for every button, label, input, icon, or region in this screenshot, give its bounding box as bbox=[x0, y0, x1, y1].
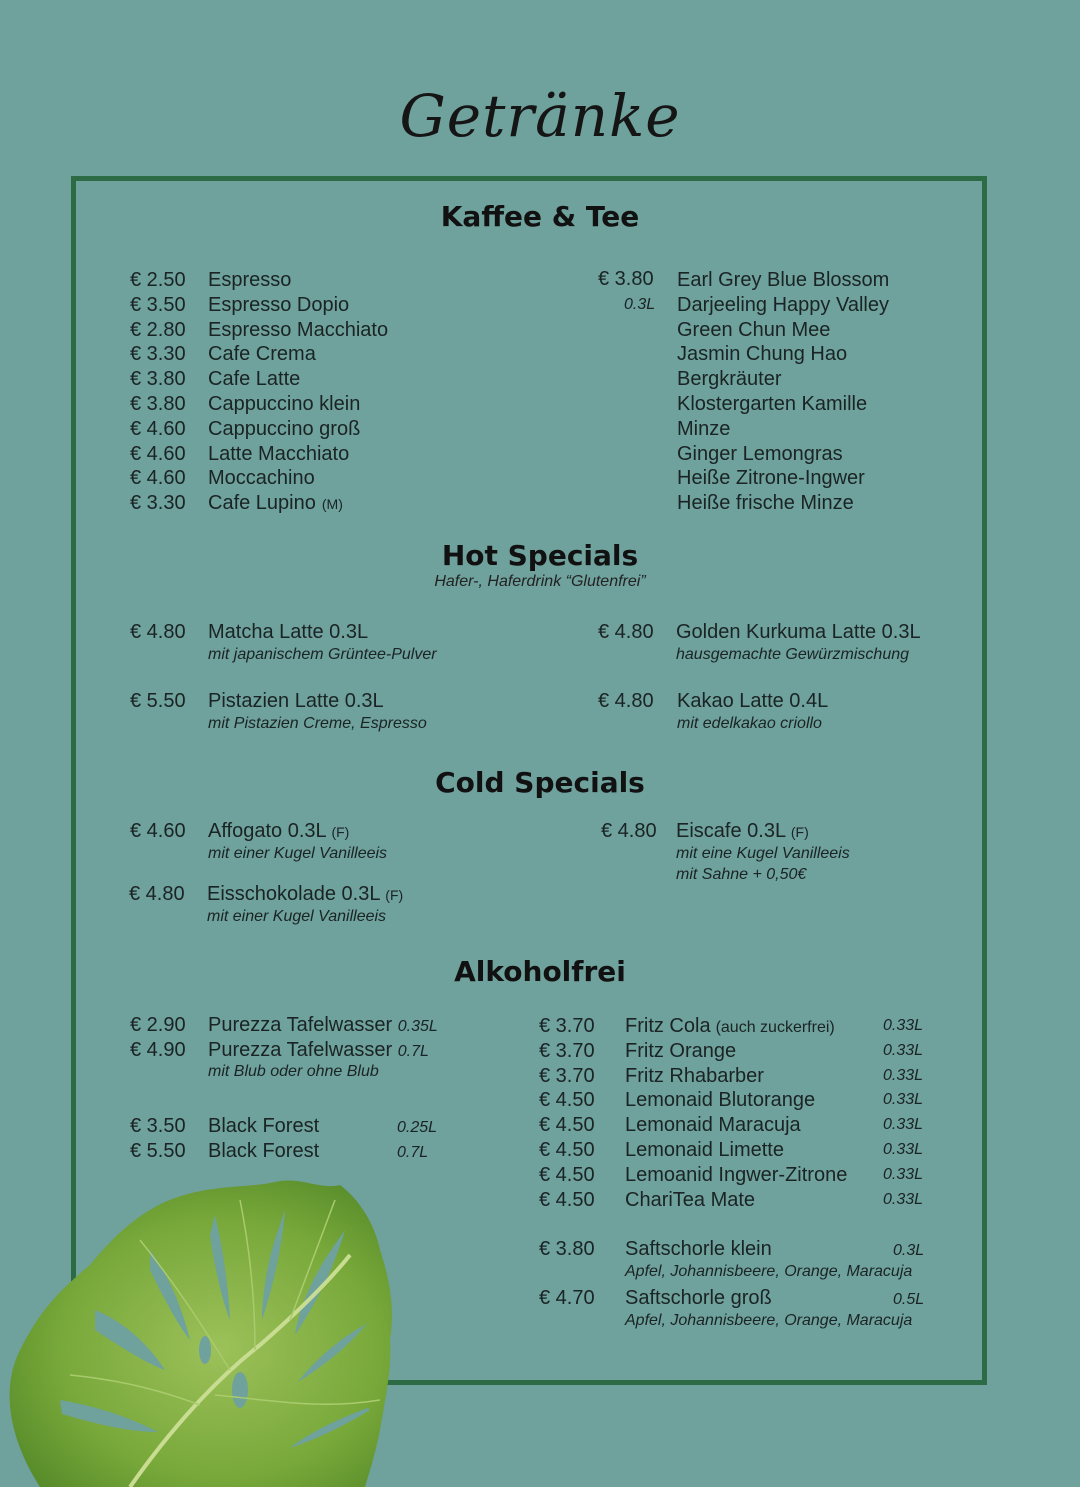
item-price: € 3.70 bbox=[539, 1064, 595, 1087]
item-name bbox=[208, 1039, 429, 1062]
item-name bbox=[625, 1113, 801, 1138]
item-price: € 4.50 bbox=[539, 1114, 595, 1137]
item-name-text: Cappuccino groß bbox=[208, 417, 361, 440]
item-volume: 0.33L bbox=[883, 1091, 924, 1109]
coffee-item bbox=[130, 392, 510, 417]
item-price: € 4.70 bbox=[539, 1287, 595, 1309]
item-price: € 3.80 bbox=[539, 1238, 595, 1260]
item-name-text: Purezza Tafelwasser bbox=[208, 1039, 393, 1061]
item-name bbox=[625, 1039, 736, 1064]
item-volume: 0.33L bbox=[883, 1017, 924, 1034]
item-name-text: Purezza Tafelwasser bbox=[208, 1014, 393, 1036]
item-name-text: Eisschokolade 0.3L bbox=[207, 883, 380, 905]
item-description: mit Sahne + 0,50€ bbox=[676, 866, 807, 883]
item-name-text: Affogato 0.3L bbox=[208, 820, 326, 842]
tea-item: Bergkräuter bbox=[677, 368, 782, 391]
soft-drink-item bbox=[539, 1113, 939, 1138]
item-volume: 0.33L bbox=[883, 1116, 924, 1134]
item-name: Pistazien Latte 0.3L bbox=[208, 690, 384, 712]
tea-item: Jasmin Chung Hao bbox=[677, 343, 848, 366]
item-price: € 4.50 bbox=[539, 1163, 595, 1186]
item-price: € 4.80 bbox=[130, 621, 186, 643]
item-price: € 4.50 bbox=[539, 1089, 595, 1112]
item-name-text: Espresso bbox=[208, 269, 292, 291]
item-name bbox=[625, 1138, 784, 1163]
item-name bbox=[208, 318, 388, 343]
item-volume: 0.33L bbox=[883, 1165, 924, 1183]
item-description: Apfel, Johannisbeere, Orange, Maracuja bbox=[625, 1312, 913, 1329]
item-name-text: Espresso Macchiato bbox=[208, 318, 389, 341]
item-description: mit einer Kugel Vanilleeis bbox=[207, 908, 387, 925]
coffee-item bbox=[130, 268, 510, 293]
item-price: € 2.90 bbox=[130, 1014, 186, 1036]
item-description: mit einer Kugel Vanilleeis bbox=[208, 845, 388, 862]
tea-item: Darjeeling Happy Valley bbox=[677, 293, 889, 316]
item-name-text: Lemoanid Ingwer-Zitrone bbox=[625, 1163, 848, 1186]
coffee-item bbox=[130, 417, 510, 442]
soft-drink-item bbox=[539, 1188, 939, 1213]
item-price: € 3.30 bbox=[130, 492, 186, 515]
item-name: Black Forest bbox=[208, 1115, 320, 1137]
tea-item: Minze bbox=[677, 417, 731, 440]
item-volume: 0.33L bbox=[883, 1190, 924, 1208]
item-name bbox=[208, 268, 291, 293]
item-price: € 4.50 bbox=[539, 1188, 595, 1211]
item-price: € 4.60 bbox=[130, 467, 186, 490]
item-name-text: Lemonaid Limette bbox=[625, 1138, 784, 1161]
coffee-item bbox=[130, 442, 510, 467]
item-price: € 3.70 bbox=[539, 1039, 595, 1062]
item-name bbox=[208, 1014, 438, 1037]
item-note: (F) bbox=[385, 887, 404, 903]
tea-item: Klostergarten Kamille bbox=[677, 392, 868, 415]
page-title: Getränke bbox=[399, 82, 681, 150]
item-price: € 4.80 bbox=[601, 820, 657, 842]
item-description: mit japanischem Grüntee-Pulver bbox=[208, 646, 437, 663]
item-volume: 0.33L bbox=[883, 1041, 924, 1059]
item-name bbox=[625, 1163, 847, 1188]
item-name: Saftschorle klein bbox=[625, 1238, 772, 1260]
item-price: € 4.80 bbox=[598, 621, 654, 643]
soft-drink-item bbox=[539, 1039, 939, 1064]
item-description: mit Pistazien Creme, Espresso bbox=[208, 715, 427, 732]
item-name bbox=[208, 442, 349, 467]
item-name-text: Moccachino bbox=[208, 467, 315, 490]
item-price: € 4.80 bbox=[129, 883, 185, 905]
item-name bbox=[625, 1014, 835, 1041]
item-name-text: Cafe Lupino bbox=[208, 492, 316, 515]
item-name: Matcha Latte 0.3L bbox=[208, 621, 369, 643]
item-name bbox=[207, 883, 403, 906]
item-name-text: Espresso Dopio bbox=[208, 293, 350, 316]
section-title-alkoholfrei: Alkoholfrei bbox=[454, 955, 626, 988]
item-volume: 0.33L bbox=[883, 1140, 924, 1158]
item-description: mit eine Kugel Vanilleeis bbox=[676, 845, 850, 862]
item-price: € 3.50 bbox=[130, 293, 186, 316]
section-title-kaffee-tee: Kaffee & Tee bbox=[440, 200, 640, 233]
item-note: (F) bbox=[331, 824, 350, 840]
item-name-text: Fritz Cola bbox=[625, 1015, 711, 1037]
item-name-text: Eiscafe 0.3L bbox=[676, 820, 786, 842]
item-name bbox=[208, 293, 349, 318]
coffee-item bbox=[130, 491, 510, 516]
item-volume: 0.7L bbox=[397, 1144, 429, 1161]
item-volume: 0.5L bbox=[893, 1291, 925, 1308]
item-price: € 3.80 bbox=[130, 392, 186, 415]
section-title-cold-specials: Cold Specials bbox=[435, 766, 645, 799]
item-description: mit Blub oder ohne Blub bbox=[208, 1063, 379, 1080]
coffee-item bbox=[130, 318, 510, 343]
item-volume: 0.7L bbox=[397, 1043, 429, 1060]
item-volume: 0.25L bbox=[397, 1119, 438, 1136]
item-price: € 3.50 bbox=[130, 1115, 186, 1137]
item-name-text: Fritz Orange bbox=[625, 1039, 737, 1062]
item-price: € 3.70 bbox=[539, 1015, 595, 1037]
item-description: mit edelkakao criollo bbox=[677, 715, 822, 732]
tea-names bbox=[677, 268, 889, 516]
item-name-text: Cafe Latte bbox=[208, 368, 301, 391]
item-price: € 3.30 bbox=[130, 343, 186, 366]
soft-drink-item bbox=[539, 1014, 939, 1039]
section-subtitle-hot-specials: Hafer-, Haferdrink “Glutenfrei” bbox=[434, 573, 646, 590]
item-name-text: Cafe Crema bbox=[208, 343, 316, 366]
tea-item: Heiße frische Minze bbox=[677, 492, 854, 515]
item-name: Kakao Latte 0.4L bbox=[677, 690, 829, 712]
tea-item: Ginger Lemongras bbox=[677, 442, 843, 465]
item-name bbox=[208, 491, 343, 517]
item-name bbox=[208, 820, 349, 843]
item-name bbox=[625, 1188, 755, 1213]
item-name bbox=[625, 1064, 764, 1089]
item-name bbox=[208, 392, 360, 417]
item-price: € 4.60 bbox=[130, 417, 186, 440]
item-volume: 0.35L bbox=[397, 1018, 438, 1035]
item-name bbox=[208, 417, 360, 442]
item-description: Apfel, Johannisbeere, Orange, Maracuja bbox=[625, 1263, 913, 1280]
item-name bbox=[208, 367, 300, 392]
item-price: € 4.80 bbox=[598, 690, 654, 712]
item-name: Golden Kurkuma Latte 0.3L bbox=[676, 621, 921, 643]
item-name bbox=[625, 1088, 815, 1113]
coffee-item bbox=[130, 367, 510, 392]
monstera-leaf-image bbox=[0, 1170, 420, 1487]
item-price: € 4.60 bbox=[130, 442, 186, 465]
tea-item: Heiße Zitrone-Ingwer bbox=[677, 467, 865, 490]
item-description: hausgemachte Gewürzmischung bbox=[676, 646, 910, 663]
item-price: € 2.80 bbox=[130, 318, 186, 341]
item-name bbox=[676, 820, 809, 843]
item-price: € 5.50 bbox=[130, 690, 186, 712]
item-volume: 0.3L bbox=[893, 1242, 925, 1259]
item-name: Saftschorle groß bbox=[625, 1287, 772, 1309]
item-price: € 4.60 bbox=[130, 820, 186, 842]
soft-drink-item bbox=[539, 1138, 939, 1163]
item-name: Black Forest bbox=[208, 1140, 320, 1162]
soft-drink-item bbox=[539, 1088, 939, 1113]
item-price: € 4.50 bbox=[539, 1138, 595, 1161]
coffee-list bbox=[130, 268, 510, 516]
item-name-text: ChariTea Mate bbox=[625, 1188, 756, 1211]
item-price: € 5.50 bbox=[130, 1140, 186, 1162]
item-volume: 0.33L bbox=[883, 1066, 924, 1084]
item-note: (F) bbox=[790, 824, 809, 840]
soft-drink-item bbox=[539, 1064, 939, 1089]
soft-drink-list bbox=[539, 1014, 939, 1212]
item-note: (auch zuckerfrei) bbox=[715, 1019, 835, 1036]
item-name-text: Cappuccino klein bbox=[208, 392, 361, 415]
item-name-text: Fritz Rhabarber bbox=[625, 1064, 764, 1087]
item-name-text: Lemonaid Maracuja bbox=[625, 1114, 801, 1137]
item-name-text: Lemonaid Blutorange bbox=[625, 1089, 816, 1112]
item-name bbox=[208, 342, 316, 367]
item-price: € 3.80 bbox=[130, 368, 186, 391]
coffee-item bbox=[130, 466, 510, 491]
item-note: (M) bbox=[321, 496, 343, 513]
item-price: € 2.50 bbox=[130, 269, 186, 291]
coffee-item bbox=[130, 293, 510, 318]
soft-drink-item bbox=[539, 1163, 939, 1188]
tea-volume: 0.3L bbox=[624, 296, 656, 313]
tea-item: Earl Grey Blue Blossom bbox=[677, 269, 890, 291]
item-name bbox=[208, 466, 315, 491]
tea-item: Green Chun Mee bbox=[677, 318, 831, 341]
coffee-item bbox=[130, 342, 510, 367]
tea-price: € 3.80 bbox=[598, 268, 654, 290]
item-price: € 4.90 bbox=[130, 1039, 186, 1061]
section-title-hot-specials: Hot Specials bbox=[441, 539, 639, 572]
item-name-text: Latte Macchiato bbox=[208, 442, 350, 465]
